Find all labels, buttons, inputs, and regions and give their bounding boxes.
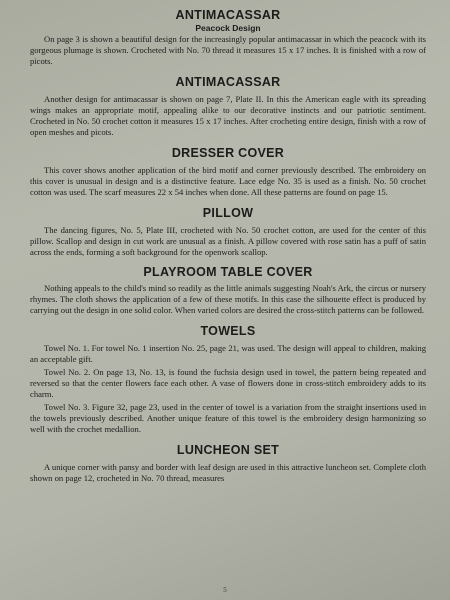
paragraph: Another design for antimacassar is shown on page 7, Plate II. In this the American eagle with its spreading wings makes an appropriate motif, appealing alike to our decorative instincts and our patriotic sentiment. Crocheted in No. 50 crochet cotton it measures 15 x 17 inches. After crocheting entire design, finish with a row of open meshes and picots.	[30, 94, 426, 137]
page-number: 5	[223, 586, 227, 594]
section-antimacassar-eagle	[30, 75, 426, 138]
paragraph: Nothing appeals to the child's mind so readily as the little animals suggesting Noah's Ark, the circus or nursery rhymes. The cloth shows the application of a few of these motifs. In this case the silhouette effect is produced by carrying out the design in one solid color. When varied colors are desired the cross-stitch patterns can be followed.	[30, 283, 426, 315]
paragraph: A unique corner with pansy and border with leaf design are used in this attractive luncheon set. Complete cloth shown on page 12, crocheted in No. 70 thread, measures	[30, 462, 426, 483]
section-heading: DRESSER COVER	[171, 146, 285, 160]
section-playroom-table-cover	[30, 265, 426, 316]
paragraph: Towel No. 1. For towel No. 1 insertion No. 25, page 21, was used. The design will appeal to children, making an acceptable gift.	[30, 343, 426, 364]
paragraph: Towel No. 3. Figure 32, page 23, used in the center of towel is a variation from the straight insertions used in the towels previously described. Another unique feature of this towel is the embroidery design harmonizing so well with the crochet medallion.	[30, 402, 426, 434]
section-luncheon-set	[30, 443, 426, 484]
section-dresser-cover	[30, 146, 426, 198]
section-heading: TOWELS	[200, 324, 256, 338]
section-heading: ANTIMACASSAR	[175, 8, 281, 22]
section-antimacassar-peacock	[30, 8, 426, 67]
section-towels	[30, 324, 426, 435]
section-heading: PLAYROOM TABLE COVER	[143, 265, 313, 279]
paragraph: Towel No. 2. On page 13, No. 13, is found the fuchsia design used in towel, the pattern being repeated and reversed so that the center flowers face each other. A vase of flowers done in cross-stitch embroidery adds to its charm.	[30, 367, 426, 399]
paragraph: This cover shows another application of the bird motif and corner previously described. The embroidery on this cover is unusual in design and is a distinctive feature. Lace edge No. 35 is used as a finish. No. 50 crochet cotton was used. The scarf measures 22 x 54 inches when done. All these patterns are found on page 15.	[30, 165, 426, 197]
section-heading: LUNCHEON SET	[176, 443, 280, 457]
section-pillow	[30, 206, 426, 258]
section-heading: PILLOW	[202, 206, 254, 220]
paragraph: On page 3 is shown a beautiful design for the increasingly popular antimacassar in which the peacock with its gorgeous plumage is shown. Crocheted with No. 70 thread it measures 15 x 17 inches. It is finished with a row of picots.	[30, 34, 426, 66]
section-subheading: Peacock Design	[195, 23, 261, 33]
section-heading: ANTIMACASSAR	[175, 75, 281, 89]
paragraph: The dancing figures, No. 5, Plate III, crocheted with No. 50 crochet cotton, are used for the center of this pillow. Scallop and design in cut work are unusual as a finish. A pillow covered with rose satin has a puff of satin across the ends, forming a soft background for the openwork scallop.	[30, 225, 426, 257]
